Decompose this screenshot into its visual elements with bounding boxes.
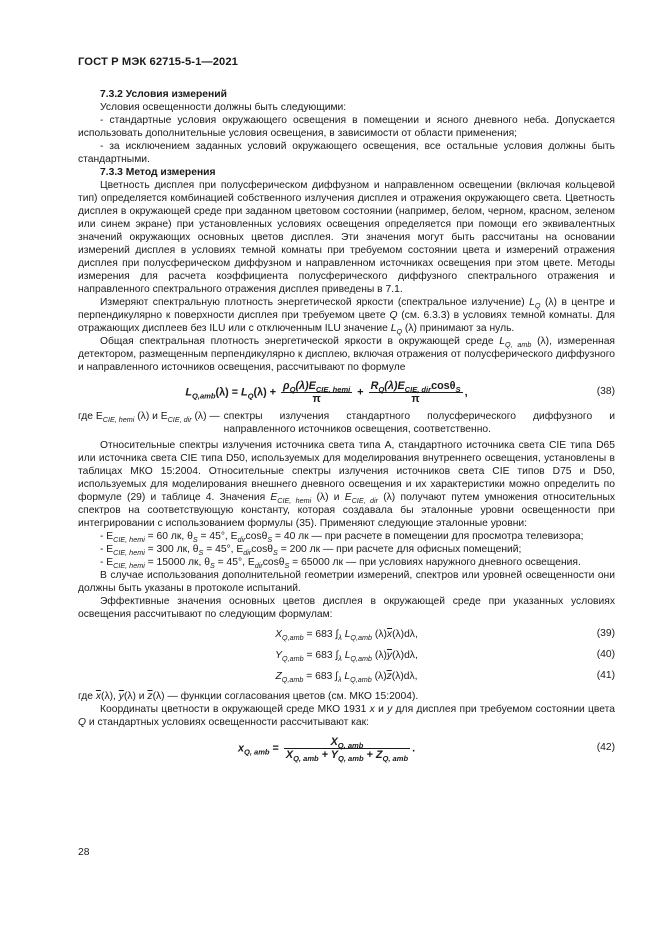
equation-38-where: где $E_{CIE, hemi}$ (λ) и $E_{CIE, dir}$ (λ) — спектры излучения стандартного полусферического диффузного и направленного источников освещения, соответственно. bbox=[78, 411, 615, 435]
standard-id: ГОСТ Р МЭК 62715-5-1—2021 bbox=[78, 56, 239, 68]
page-body bbox=[78, 88, 615, 763]
paragraph-chromaticity: Координаты цветности в окружающей среде МКО 1931 x и y для дисплея при требуемом состоянии цвета Q и стандартных условиях освещенности рассчитывают как: bbox=[78, 704, 615, 728]
paragraph-additional-geometry: В случае использования дополнительной геометрии измерений, спектров или уровней освещенности они должны быть указаны в протоколе испытаний. bbox=[78, 570, 615, 594]
equation-38-number: (38) bbox=[596, 386, 615, 397]
equation-42-number: (42) bbox=[596, 742, 615, 753]
paragraph-effective-values: Эффективные значения основных цветов дисплея в окружающей среде при указанных условиях освещения рассчитывают по следующим формулам: bbox=[78, 596, 615, 620]
section-732-heading: 7.3.2 Условия измерений bbox=[100, 89, 227, 100]
equation-39-number: (39) bbox=[596, 628, 615, 639]
equation-38: $L_{Q,amb}(\lambda) = L_Q(\lambda)$ + $\frac{\rho_Q(\lambda)E_{CIE, hemi}}{\pi}$ + $\frac{R_Q(\lambda)E_{CIE, dir}\cos\theta_S}{\pi}$ , (38) bbox=[185, 379, 615, 405]
equation-41: $Z_{Q,amb} = 683$ $\int_\lambda$ $L_{Q,amb}$ $(\lambda)\overline{z}(\lambda)d\lambda$, (41) bbox=[275, 670, 615, 685]
section-733-para-1: Цветность дисплея при полусферическом диффузном и направленном освещении (включая кольцевой тип) определяется комбинацией собственного излучения дисплея и отражения окружающего света. Цветность дисплея в окружающей среде при заданном цветовом состоянии (например, белом, черном, красном, зеленом или синем экране) при установленных условиях освещения определяется при помощи его эквивалентных значений окружающих основных цветов дисплея. Эти значения могут быть рассчитаны на основании измерений дисплея в условиях темной комнаты при требуемом состоянии цвета и измерений отражения дисплея при полусферическом диффузном и направленном источниках освещения при этом цвете. Методы измерения для расчета коэффициента полусферического диффузного спектрального отражения и направленного спектрального отражения дисплея приведены в 7.1. bbox=[78, 180, 615, 295]
reference-level-3: - $E_{CIE, hemi} = 15000$ лк, $\theta_S = 45^\circ$, $E_{dir}\cos\theta_S = 65000$ лк — при условиях наружного дневного освещения. bbox=[100, 557, 581, 571]
reference-level-1: - $E_{CIE, hemi} = 60$ лк, $\theta_S = 45^\circ$, $E_{dir}\cos\theta_S = 40$ лк — при расчете в помещении для просмотра телевизора; bbox=[100, 531, 584, 545]
section-733-heading: 7.3.3 Метод измерения bbox=[100, 167, 216, 178]
equation-39: $X_{Q,amb} = 683$ $\int_\lambda$ $L_{Q,amb}$ $(\lambda)\overline{x}(\lambda)d\lambda$, (39) bbox=[275, 628, 615, 643]
equation-41-number: (41) bbox=[596, 670, 615, 681]
equation-40-number: (40) bbox=[596, 649, 615, 660]
equation-41-where: где $\overline{x}(\lambda)$, $\overline{y}(\lambda)$ и $\overline{z}(\lambda)$ — функции согласования цветов (см. МКО 15:2004). bbox=[78, 691, 419, 702]
section-732-item-2: - за исключением заданных условий окружающего освещения, все остальные условия должны быть стандартными. bbox=[78, 141, 615, 165]
section-733-para-3: Общая спектральная плотность энергетической яркости в окружающей среде $L_{Q, amb}$ (λ), измеренная детектором, размещенным перпендикулярно к дисплею, включая отражения от полусферического диффузного и направленного источников освещения, рассчитывают по формуле bbox=[78, 336, 615, 373]
reference-level-2: - $E_{CIE, hemi} = 300$ лк, $\theta_S = 45^\circ$, $E_{dir}\cos\theta_S = 200$ лк — при расчете для офисных помещений; bbox=[100, 544, 522, 558]
equation-40: $Y_{Q,amb} = 683$ $\int_\lambda$ $L_{Q,amb}$ $(\lambda)\overline{y}(\lambda)d\lambda$, (40) bbox=[275, 649, 615, 664]
section-733-para-2: Измеряют спектральную плотность энергетической яркости (спектральное излучение) $L_Q$ (λ) в центре и перпендикулярно к поверхности дисплея при требуемом цвете Q (см. 6.3.3) в условиях темной комнаты. Для отражающих дисплеев без ILU или с отключенным ILU значение $L_Q$ (λ) принимают за нуль. bbox=[78, 297, 615, 337]
equation-42: $x_{Q, amb}$ = $\frac{X_{Q, amb}}{X_{Q, amb} + Y_{Q, amb} + Z_{Q, amb}}$ . (42) bbox=[237, 735, 615, 763]
section-732-item-1: - стандартные условия окружающего освещения в помещении и ясного дневного неба. Допускается использовать дополнительные условия освещения, в зависимости от области применения; bbox=[78, 115, 615, 139]
section-732-intro: Условия освещенности должны быть следующими: bbox=[100, 102, 347, 113]
paragraph-illuminants: Относительные спектры излучения источника света типа A, стандартного источника света CIE типа D65 или источника света CIE типа D50, используемых для моделирования внутреннего освещения, установлены в таблицах МКО 15:2004. Относительные спектры излучения источников света CIE типов D75 и D50, используемых для моделирования внешнего дневного освещения и их характеристики можно определить по формуле (29) и таблице 4. Значения $E_{CIE, hemi}$ (λ) и $E_{CIE, dir}$ (λ) получают путем умножения относительных спектров на соответствующую константу, которая создавала бы эталонные уровни освещенности при интегрировании с использованием формулы (35). Применяют следующие эталонные уровни: bbox=[78, 440, 616, 529]
page-number: 28 bbox=[78, 847, 90, 858]
